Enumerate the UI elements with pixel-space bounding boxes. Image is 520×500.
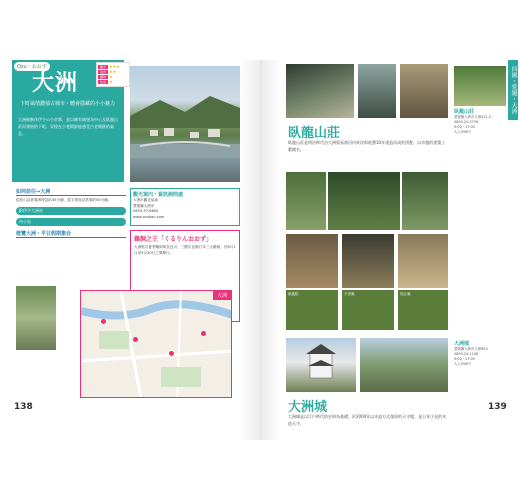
tatami-photo <box>286 234 338 288</box>
station-badge: 內子站 <box>16 218 126 226</box>
pond-photo <box>402 172 448 230</box>
garden-photo <box>358 64 396 118</box>
sidebar-info-garyu <box>452 64 508 234</box>
sidebar-line: 愛媛縣大洲市大洲903 <box>454 347 488 351</box>
sidebar-photo <box>454 66 506 106</box>
legend-badge: 觀光 <box>99 65 106 69</box>
legend-badge: 美食 <box>99 70 106 74</box>
access-section <box>16 188 126 240</box>
info-line: www.ozukan.com <box>133 214 165 219</box>
sidebar-title: 大洲城 <box>454 341 470 347</box>
station-badge: JR伊予大洲站 <box>16 207 126 215</box>
area-map <box>80 290 232 398</box>
info-box <box>130 188 240 226</box>
section-tab: 四國・愛媛・大洲 <box>508 60 518 120</box>
legend-badge: 購物 <box>99 75 106 79</box>
city-photo <box>360 338 448 392</box>
map-pin <box>133 337 138 342</box>
legend-badge: 住宿 <box>99 80 106 84</box>
section-text-garyu: 臥龍山莊是明治時代由大洲貿易商河內寅次郎耗費10年建造而成的別墅，以卓越的建築工藝聞名。 <box>288 140 446 152</box>
right-page <box>282 60 512 440</box>
section-title-castle: 大洲城 <box>288 400 328 415</box>
access2-title: 遊覽大洲・平日假期集合 <box>16 230 126 238</box>
caption-3: 知止庵 <box>398 290 448 330</box>
sidebar-title: 臥龍山莊 <box>454 109 475 115</box>
page-number-right: 139 <box>488 402 507 412</box>
map-pin <box>201 331 206 336</box>
star-icon: ★★ <box>109 69 117 74</box>
room-photo <box>400 64 448 118</box>
page-title: 大洲 <box>32 70 79 96</box>
page-number-left: 138 <box>14 402 33 412</box>
map-pin <box>101 319 106 324</box>
sidebar-line: 愛媛縣大洲市大洲411-2 <box>454 115 491 119</box>
info-title: 觀光案內・資訊詢問處 <box>133 192 184 198</box>
castle-illustration <box>286 338 356 392</box>
sidebar-line: 0893-24-3759 <box>454 120 479 124</box>
villa-photo <box>286 64 354 118</box>
photo-illustration <box>130 66 240 182</box>
map-label: 大洲 <box>213 291 231 300</box>
rating-legend <box>96 62 130 87</box>
map-pin <box>169 351 174 356</box>
area-tag: Ozu・おおず <box>14 62 50 71</box>
caption-1: 臥龍院 <box>286 290 338 330</box>
forest-photo <box>328 172 400 230</box>
page-subtitle: 下町風情濃郁古城市・體會隱藏的小小魅力 <box>20 101 116 107</box>
caption-2: 不老庵 <box>342 290 394 330</box>
info-line: 愛媛縣大洲市 <box>133 203 155 208</box>
legend-row <box>98 80 128 84</box>
box-text: 大洲肱川夏季鵜飼與長良川、三隈川並稱日本三大鵜飼，於6月1日至9月20日之間舉行。 <box>134 245 236 255</box>
star-icon: ★★★ <box>109 64 120 69</box>
sidebar-line: 9:00～17:00 <box>454 357 475 361</box>
left-page <box>12 60 240 440</box>
sidebar-line: 大人550円 <box>454 362 471 366</box>
info-line: 0893-57-6655 <box>133 209 159 213</box>
section-title-garyu: 臥龍山莊 <box>288 126 341 141</box>
legend-row <box>98 75 128 79</box>
intro-text: 大洲被稱作伊予の小京都，是以擁有城堡為中心及臥龍山莊而發展的下町，穿梭在小巷間最能感受古老懷舊的氣息。 <box>18 117 118 136</box>
star-icon: ★ <box>109 74 113 79</box>
map-illustration <box>81 291 232 398</box>
stone-photo <box>16 286 56 350</box>
access-title: 如何前往→大洲 <box>16 188 126 196</box>
section-text-castle: 大洲城是以江戶時代的史料為基礎，於2004年以木造方式復原的天守閣，是日本少見的木造天守。 <box>288 414 447 426</box>
sidebar-line: 9:00～17:00 <box>454 125 475 129</box>
hall-photo <box>398 234 448 288</box>
moss-photo <box>286 172 326 230</box>
sidebar-line: 大人550円 <box>454 130 471 134</box>
book-gutter <box>240 60 282 440</box>
access-text: 從松山站搭乘JR特急約35分鐘，從宇和島站搭乘約50分鐘。 <box>16 198 112 202</box>
town-photo <box>130 66 240 182</box>
box-title: 鵜飼之王「くるりんおおず」 <box>134 236 213 243</box>
legend-row <box>98 70 128 74</box>
sidebar-line: 0893-24-1146 <box>454 352 479 356</box>
castle-photo <box>286 338 356 392</box>
info-line: 大洲市觀光協會 <box>133 198 159 202</box>
star-icon: ★ <box>109 79 113 84</box>
sidebar-info-castle <box>452 338 508 428</box>
window-photo <box>342 234 394 288</box>
